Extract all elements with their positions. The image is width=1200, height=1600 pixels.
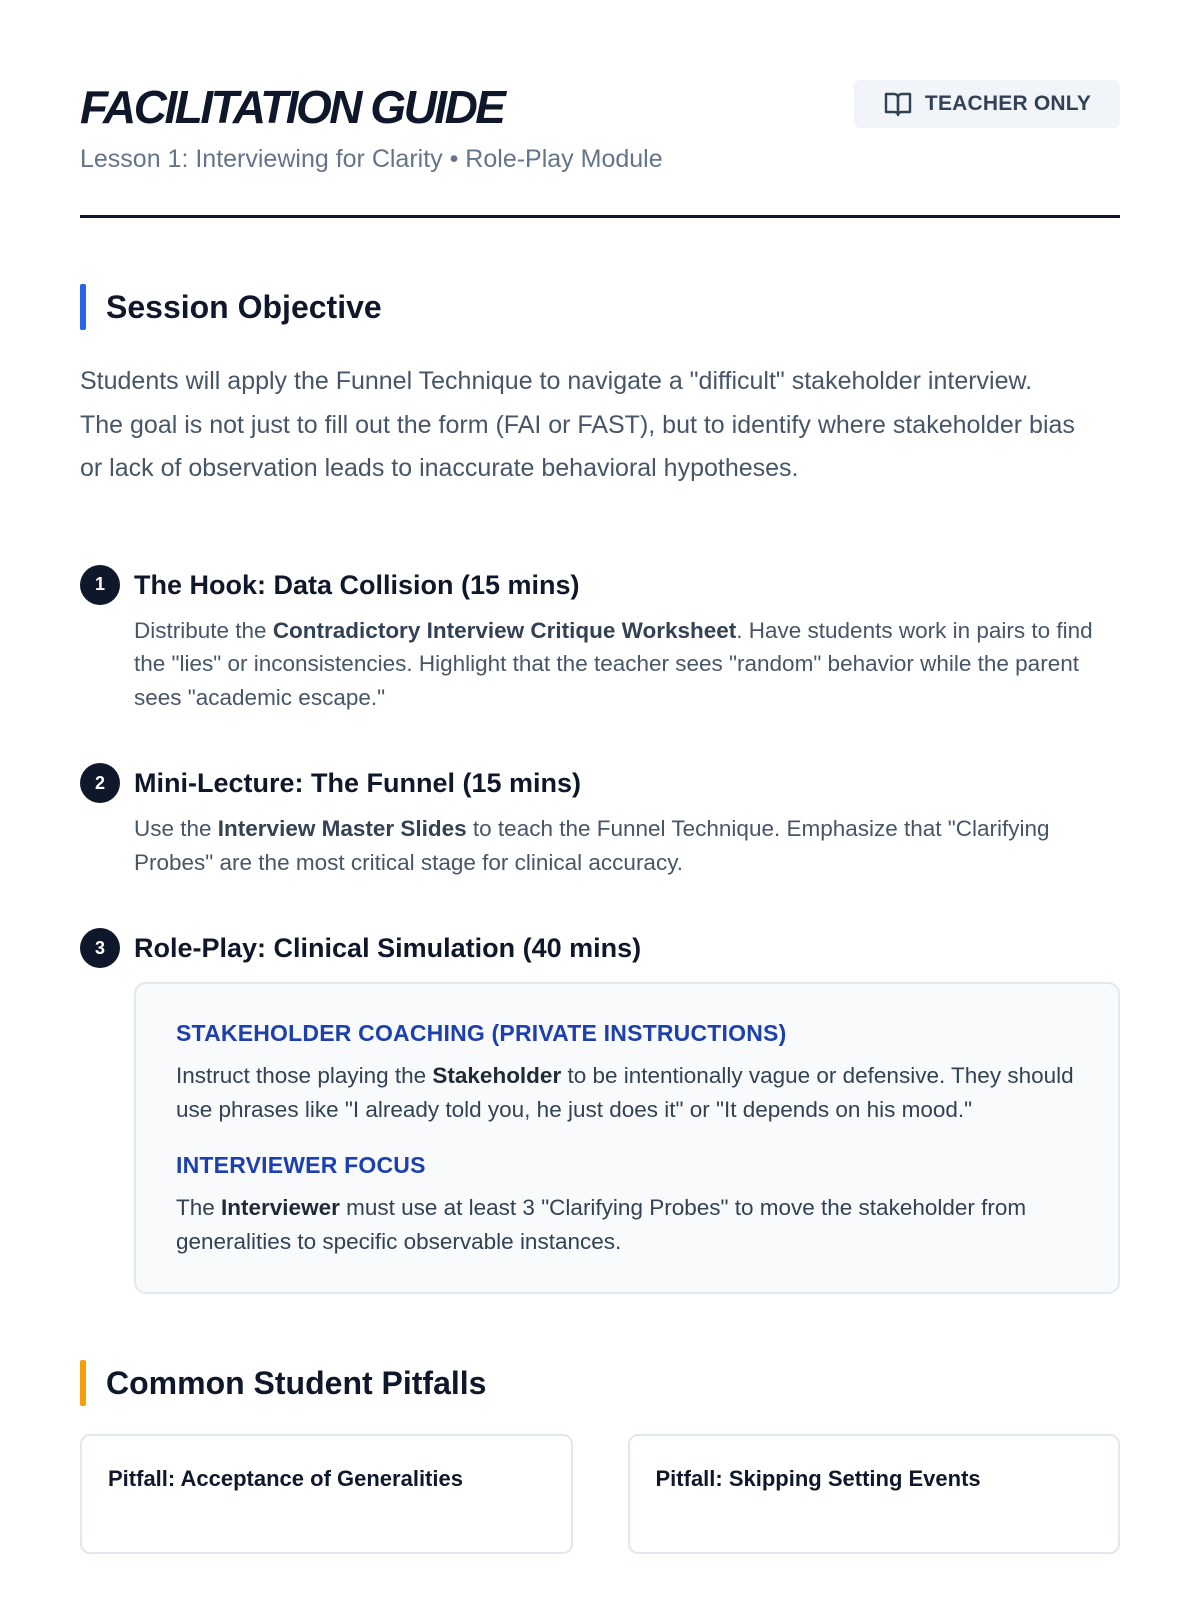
section-accent-bar [80, 1360, 86, 1406]
objective-heading: Session Objective [106, 288, 382, 325]
step-title: Role-Play: Clinical Simulation (40 mins) [134, 933, 642, 963]
objective-text: Students will apply the Funnel Technique to navigate a "difficult" stakeholder interview. The goal is not just to fill out the form (FAI or FAST), but to identify where stakeholder bias or lack of observation leads to inaccurate behavioral hypotheses. [80, 367, 1075, 482]
coaching-label: STAKEHOLDER COACHING (PRIVATE INSTRUCTIONS) [176, 1020, 787, 1046]
section-accent-bar [80, 284, 86, 330]
pitfall-card [80, 1434, 573, 1554]
pitfalls-section-heading [80, 1360, 1120, 1406]
step-title: The Hook: Data Collision (15 mins) [134, 569, 580, 600]
coaching-text: Instruct those playing the Stakeholder to be intentionally vague or defensive. They should use phrases like "I already told you, he just does it" or "It depends on his mood." [176, 1063, 1074, 1122]
step-title: Mini-Lecture: The Funnel (15 mins) [134, 768, 582, 798]
pitfalls-heading: Common Student Pitfalls [106, 1364, 487, 1401]
step-number-badge: 3 [80, 928, 120, 968]
step-description: Distribute the Contradictory Interview Critique Worksheet. Have students work in pairs to find the "lies" or inconsistencies. Highlight that the teacher sees "random" behavior while the parent sees "academic escape." [134, 617, 1093, 710]
worksheet-name: Contradictory Interview Critique Worksheet [272, 617, 737, 643]
step-1 [80, 565, 1120, 715]
pitfall-card [628, 1434, 1121, 1554]
role-play-instructions-box [134, 982, 1120, 1294]
objective-section-heading [80, 284, 1120, 330]
page-title: FACILITATION GUIDE [80, 81, 504, 133]
interviewer-focus-label: INTERVIEWER FOCUS [176, 1152, 426, 1178]
step-description: Use the Interview Master Slides to teach the Funnel Technique. Emphasize that "Clarifying Probes" are the most critical stage for clinical accuracy. [134, 816, 1050, 875]
guide-header [80, 80, 1120, 218]
interviewer-focus-text: The Interviewer must use at least 3 "Clarifying Probes" to move the stakeholder from generalities to specific observable instances. [176, 1195, 1027, 1254]
slides-name: Interview Master Slides [217, 816, 467, 841]
pitfall-title: Pitfall: Acceptance of Generalities [108, 1466, 463, 1491]
step-number-badge: 2 [80, 763, 120, 803]
open-book-icon [883, 90, 913, 118]
step-2 [80, 763, 1120, 879]
step-3 [80, 928, 1120, 1294]
pitfall-cards [80, 1434, 1120, 1554]
pitfall-title: Pitfall: Skipping Setting Events [655, 1466, 981, 1491]
teacher-only-badge [854, 80, 1120, 128]
badge-label: TEACHER ONLY [924, 92, 1092, 115]
step-number-badge: 1 [80, 565, 120, 605]
lesson-subtitle: Lesson 1: Interviewing for Clarity • Role-Play Module [80, 145, 663, 173]
